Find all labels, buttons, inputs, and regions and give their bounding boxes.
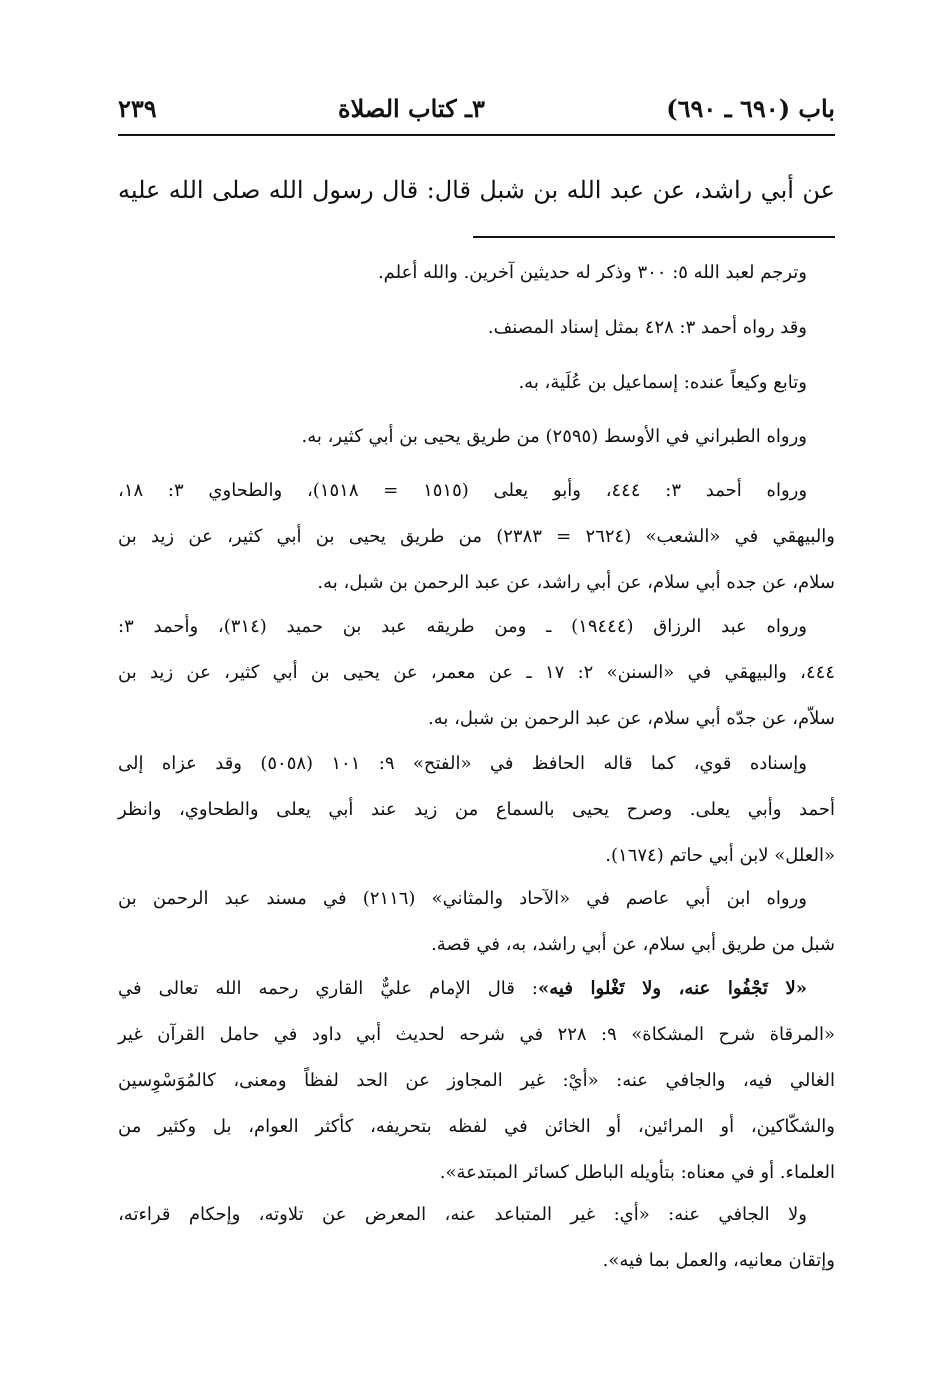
footnote-line: الغالي فيه، والجافي عنه: «أيْ: غير المجاوز عن الحد لفظاً ومعنى، كالمُوَسْوِسين xyxy=(118,1070,835,1091)
footnote-line: وإسناده قوي، كما قاله الحافظ في «الفتح» ٩: ١٠١ (٥٠٥٨) وقد عزاه إلى xyxy=(118,753,807,774)
header-rule xyxy=(118,134,835,136)
footnote-paragraph xyxy=(118,414,835,460)
footnote-text: : قال الإمام عليٌّ القاري رحمه الله تعالى في xyxy=(118,978,538,999)
main-text: عن أبي راشد، عن عبد الله بن شبل قال: قال رسول الله صلى الله عليه xyxy=(118,176,835,204)
footnote-paragraph xyxy=(118,360,835,406)
footnote-paragraph xyxy=(118,305,835,351)
footnote-line: ورواه عبد الرزاق (١٩٤٤٤) ـ ومن طريقه عبد بن حميد (٣١٤)، وأحمد ٣: xyxy=(118,616,807,637)
footnote-paragraph xyxy=(118,468,835,606)
footnote-paragraph xyxy=(118,741,835,879)
footnote-separator xyxy=(473,236,835,238)
footnote-line: العلماء. أو في معناه: بتأويله الباطل كسائر المبتدعة». xyxy=(439,1162,835,1183)
footnote-line: وقد رواه أحمد ٣: ٤٢٨ بمثل إسناد المصنف. xyxy=(487,317,807,338)
footnote-line: «العلل» لابن أبي حاتم (١٦٧٤). xyxy=(605,845,835,866)
footnote-paragraph xyxy=(118,876,835,968)
footnote-line: ورواه أحمد ٣: ٤٤٤، وأبو يعلى (١٥١٥ = ١٥١٨)، والطحاوي ٣: ١٨، xyxy=(118,480,808,501)
footnote-line: ٤٤٤، والبيهقي في «السنن» ٢: ١٧ ـ عن معمر، عن يحيى بن أبي كثير، عن زيد بن xyxy=(118,662,835,683)
footnote-line: والشكّاكين، أو المرائين، أو الخائن في لفظه بتحريفه، كأكثر العوام، بل وكثير من xyxy=(118,1116,835,1137)
footnote-line: أحمد وأبي يعلى. وصرح يحيى بالسماع من زيد عند أبي يعلى والطحاوي، وانظر xyxy=(118,799,835,820)
footnote-line: والبيهقي في «الشعب» (٢٦٢٤ = ٢٣٨٣) من طريق يحيى بن أبي كثير، عن زيد بن xyxy=(118,526,835,547)
footnote-line: «المرقاة شرح المشكاة» ٩: ٢٢٨ في شرحه لحديث أبي داود في حامل القرآن غير xyxy=(118,1024,835,1045)
footnote-paragraph xyxy=(118,604,835,742)
footnote-line: وتابع وكيعاً عنده: إسماعيل بن عُلَية، به. xyxy=(518,372,807,393)
footnote-line: سلام، عن جده أبي سلام، عن أبي راشد، عن عبد الرحمن بن شبل، به. xyxy=(317,572,835,593)
page-number: ٢٣٩ xyxy=(118,93,157,123)
footnote-line: سلاّم، عن جدّه أبي سلام، عن عبد الرحمن بن شبل، به. xyxy=(428,708,835,729)
footnote-paragraph xyxy=(118,966,835,1196)
footnote-line: وترجم لعبد الله ٥: ٣٠٠ وذكر له حديثين آخرين. والله أعلم. xyxy=(377,262,807,283)
chapter-range: باب (٦٩٠ ـ ٦٩٠) xyxy=(666,93,835,123)
footnote-paragraph xyxy=(118,1192,835,1284)
footnote-paragraph xyxy=(118,250,835,296)
hadith-quote: «لا تَجْفُوا عنه، ولا تَغْلوا فيه» xyxy=(537,978,807,999)
footnote-line: ولا الجافي عنه: «أي: غير المتباعد عنه، المعرض عن تلاوته، وإحكام قراءته، xyxy=(118,1204,807,1225)
footnote-line: وإتقان معانيه، والعمل بما فيه». xyxy=(602,1250,835,1271)
footnote-line: ورواه ابن أبي عاصم في «الآحاد والمثاني» (٢١١٦) في مسند عبد الرحمن بن xyxy=(118,888,807,909)
book-title: ٣ـ كتاب الصلاة xyxy=(338,93,485,123)
footnote-line: ورواه الطبراني في الأوسط (٢٥٩٥) من طريق يحيى بن أبي كثير، به. xyxy=(301,426,807,447)
footnote-line xyxy=(118,966,835,1012)
footnote-line: شبل من طريق أبي سلام، عن أبي راشد، به، في قصة. xyxy=(431,934,835,955)
running-header xyxy=(118,86,835,130)
